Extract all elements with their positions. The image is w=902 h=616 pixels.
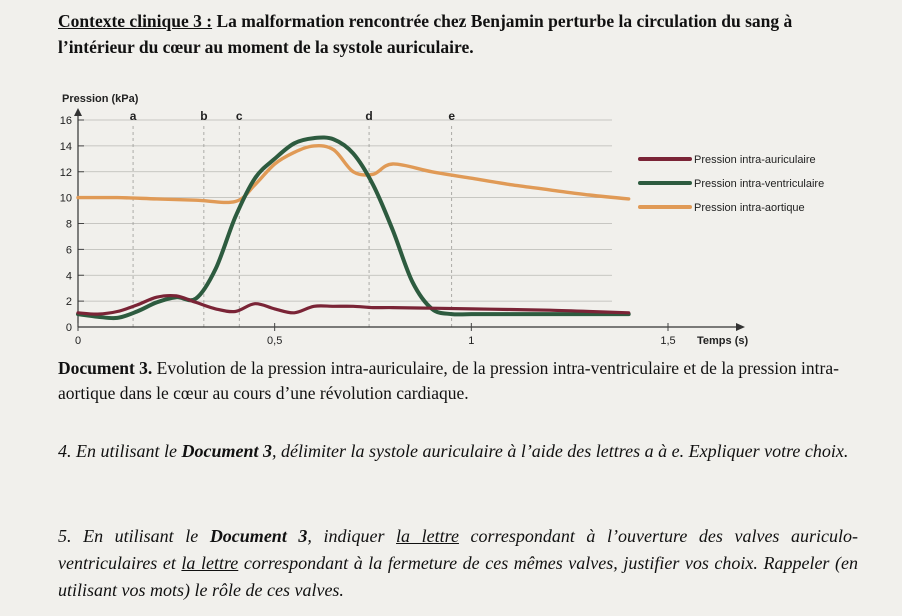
y-axis-label: Pression (kPa) <box>62 93 139 105</box>
pressure-chart <box>0 86 902 356</box>
y-tick-label: 12 <box>59 166 72 179</box>
y-tick-label: 14 <box>59 140 72 153</box>
x-axis-label: Temps (s) <box>697 335 749 347</box>
y-axis-arrow <box>74 108 82 116</box>
y-tick-label: 6 <box>65 244 72 257</box>
clinical-context-text: La malformation rencontrée chez Benjamin perturbe la circulation du sang à l’intérieur du cœur au moment de la systole auriculaire. <box>58 11 793 57</box>
clinical-context <box>58 8 858 60</box>
chart-series <box>78 138 629 319</box>
question-5-underlined: la lettre <box>181 553 239 573</box>
x-tick-label: 1,5 <box>660 335 676 347</box>
x-axis-arrow <box>736 323 745 331</box>
x-tick-label: 0 <box>74 335 82 347</box>
question-4 <box>58 438 858 465</box>
figure-caption <box>58 356 858 406</box>
question-5 <box>58 523 858 604</box>
caption-label: Document 3. <box>58 358 153 378</box>
y-tick-label: 4 <box>65 270 72 283</box>
question-5-doc-ref: Document 3 <box>209 526 308 546</box>
y-tick-label: 2 <box>65 296 72 309</box>
legend-label: Pression intra-ventriculaire <box>694 178 825 190</box>
question-5-underlined: la lettre <box>396 526 459 546</box>
marker-label-e: e <box>448 109 456 123</box>
question-5-part: correspondant à la fermeture de ces mêmes valves, justifier vos choix. Rappeler (en utilisant vos mots) le rôle de ces valves. <box>58 553 858 600</box>
pressure-chart-svg <box>0 86 902 356</box>
question-5-part: 5. En utilisant le <box>58 526 210 546</box>
x-tick-label: 0,5 <box>267 335 283 347</box>
marker-label-d: d <box>365 109 373 123</box>
clinical-context-label: Contexte clinique 3 : <box>58 11 213 31</box>
question-4-part: 4. En utilisant le <box>58 441 182 461</box>
question-4-part: , délimiter la systole auriculaire à l’aide des lettres a à e. Expliquer votre choix. <box>272 441 849 461</box>
marker-label-b: b <box>200 109 208 123</box>
y-tick-label: 16 <box>59 115 72 127</box>
marker-label-a: a <box>129 109 137 123</box>
question-5-part: , indiquer <box>307 526 397 546</box>
marker-label-c: c <box>235 109 243 123</box>
y-tick-label: 0 <box>65 322 72 334</box>
question-5-part: correspondant à l’ouverture des valves auriculo-ventriculaires et <box>58 526 858 573</box>
caption-text: Evolution de la pression intra-auriculaire, de la pression intra-ventriculaire et de la pression intra-aortique dans le cœur au cours d’une révolution cardiaque. <box>58 358 839 403</box>
chart-legend <box>640 154 824 214</box>
legend-label: Pression intra-auriculaire <box>694 154 816 166</box>
series-line-1 <box>78 296 629 315</box>
x-tick-label: 1 <box>468 335 475 347</box>
y-tick-label: 10 <box>59 192 72 205</box>
series-line-2 <box>78 138 629 319</box>
question-4-doc-ref: Document 3 <box>181 441 273 461</box>
legend-label: Pression intra-aortique <box>694 202 805 214</box>
y-tick-label: 8 <box>65 218 72 231</box>
